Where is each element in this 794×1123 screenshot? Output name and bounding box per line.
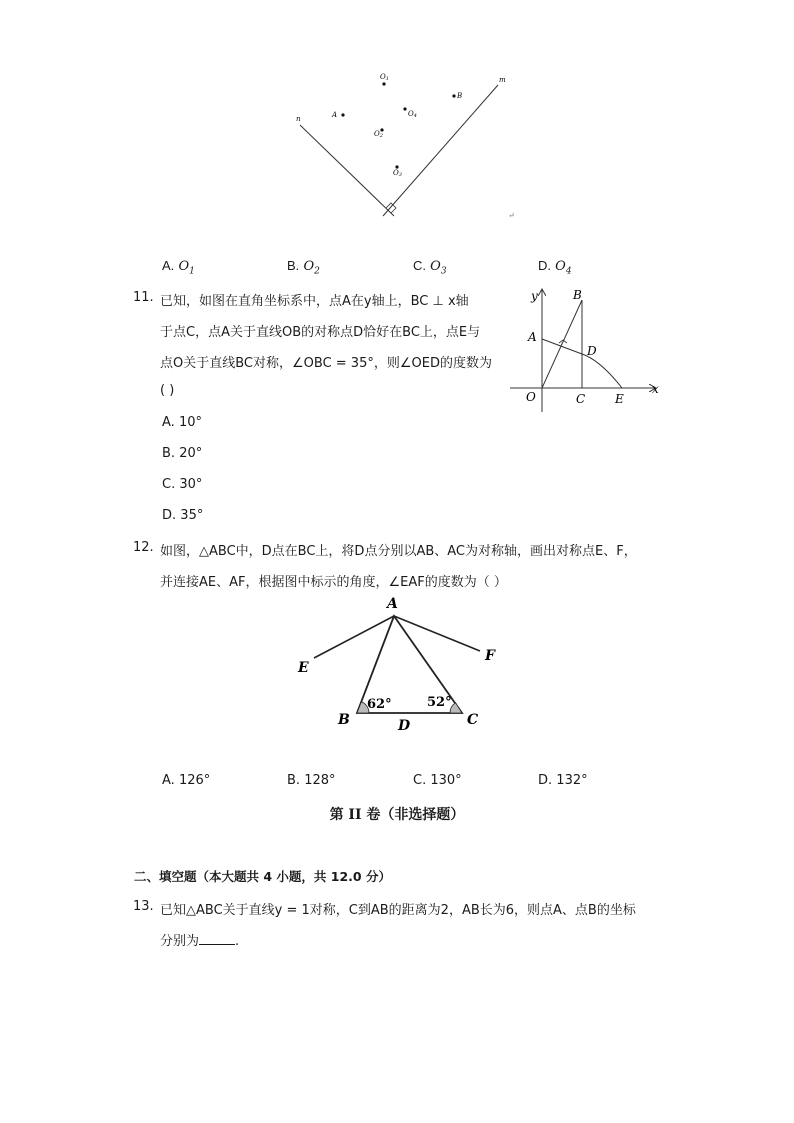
segment-ob	[542, 300, 582, 388]
option-text: 130°	[430, 773, 462, 788]
option-letter: B.	[287, 773, 301, 788]
q11-text-line1: 已知，如图在直角坐标系中，点A在y轴上，BC ⊥ x轴	[160, 294, 469, 309]
option-letter: C.	[162, 477, 176, 492]
option-letter: D.	[162, 508, 177, 523]
option-letter: A.	[162, 258, 175, 273]
option-main: O	[430, 259, 441, 274]
angle-label-b: 62°	[367, 697, 392, 712]
label-c: C	[467, 712, 479, 728]
label-o: O	[526, 390, 536, 404]
part2-title: 第 II 卷（非选择题）	[329, 807, 465, 823]
q12-text-line1: 如图，△ABC中，D点在BC上，将D点分别以AB、AC为对称轴，画出对称点E、F，	[160, 544, 637, 559]
label-o2: O2	[374, 130, 383, 139]
option-main: O	[555, 259, 566, 274]
q12-number: 12.	[133, 540, 154, 555]
label-a: A	[332, 111, 338, 119]
q10-option-d[interactable]	[538, 258, 572, 277]
point-o4	[403, 107, 406, 110]
label-o4: O4	[408, 110, 417, 119]
segment-de	[582, 354, 622, 388]
q10-option-a[interactable]	[162, 258, 195, 277]
label-e: E	[298, 660, 309, 676]
label-e: E	[615, 392, 624, 406]
q13-text-line1: 已知△ABC关于直线y = 1对称，C到AB的距离为2，AB长为6，则点A、点B的坐标	[160, 903, 636, 918]
section2-title: 二、填空题（本大题共 4 小题，共 12.0 分）	[134, 869, 391, 884]
q11-number: 11.	[133, 290, 154, 305]
option-letter: A.	[162, 415, 175, 430]
label-d: D	[398, 718, 411, 734]
q13-line2-prefix: 分别为	[160, 934, 200, 949]
q13-number: 13.	[133, 899, 154, 914]
option-letter: A.	[162, 773, 175, 788]
option-sub: 4	[565, 266, 572, 277]
option-text: 126°	[178, 773, 211, 788]
q11-option-a[interactable]	[162, 415, 202, 430]
point-b	[452, 94, 455, 97]
q12-option-b[interactable]	[287, 773, 336, 788]
option-letter: D.	[538, 258, 551, 273]
q12-option-d[interactable]	[538, 773, 588, 788]
option-sub: 3	[440, 266, 447, 277]
option-sub: 1	[189, 266, 195, 277]
q11-text-line3: 点O关于直线BC对称，∠OBC = 35°，则∠OED的度数为	[160, 356, 492, 371]
option-letter: B.	[162, 446, 176, 461]
q11-text-line2: 于点C，点A关于直线OB的对称点D恰好在BC上，点E与	[160, 325, 481, 340]
label-b: B	[573, 288, 582, 302]
label-o3: O3	[393, 169, 402, 178]
q10-figure	[290, 68, 520, 228]
option-text: 128°	[304, 773, 336, 788]
label-a: A	[387, 596, 398, 612]
option-text: 10°	[178, 415, 202, 430]
label-a: A	[528, 330, 537, 344]
return-mark: ↵	[508, 211, 515, 220]
option-letter: D.	[538, 773, 553, 788]
point-o2	[380, 128, 383, 131]
option-sub: 2	[314, 266, 320, 277]
label-c: C	[576, 392, 586, 406]
label-b: B	[457, 92, 463, 100]
point-a	[341, 113, 344, 116]
q10-option-b[interactable]	[287, 258, 320, 277]
label-d: D	[587, 344, 597, 358]
q12-text-line2: 并连接AE、AF，根据图中标示的角度，∠EAF的度数为（ ）	[160, 575, 507, 590]
point-o1	[382, 82, 385, 85]
option-text: 20°	[179, 446, 203, 461]
q13-line2-suffix: .	[235, 934, 240, 949]
label-o1: O1	[380, 73, 389, 82]
option-text: 30°	[179, 477, 203, 492]
option-main: O	[178, 259, 190, 274]
line-m	[383, 85, 498, 216]
label-n: n	[296, 115, 301, 123]
segment-ae	[314, 616, 394, 658]
q11-option-d[interactable]	[162, 508, 203, 523]
q12-option-a[interactable]	[162, 773, 210, 788]
option-main: O	[303, 259, 315, 274]
q13-text-line2	[160, 930, 239, 949]
angle-label-c: 52°	[427, 695, 452, 710]
option-letter: B.	[287, 258, 300, 273]
q11-option-b[interactable]	[162, 446, 202, 461]
option-letter: C.	[413, 773, 427, 788]
q11-option-c[interactable]	[162, 477, 202, 492]
q12-figure	[290, 590, 510, 740]
q11-text-line4: ( )	[160, 383, 175, 398]
label-m: m	[499, 76, 506, 84]
option-text: 132°	[556, 773, 588, 788]
angle-mark-c	[450, 703, 462, 713]
label-b: B	[338, 712, 350, 728]
label-y: y	[531, 289, 538, 303]
option-text: 35°	[180, 508, 204, 523]
q10-option-c[interactable]	[413, 258, 447, 277]
label-x: x	[652, 382, 659, 396]
answer-blank[interactable]	[199, 932, 235, 945]
q12-option-c[interactable]	[413, 773, 462, 788]
option-letter: C.	[413, 258, 426, 273]
q11-figure	[500, 282, 670, 412]
label-f: F	[485, 648, 495, 664]
